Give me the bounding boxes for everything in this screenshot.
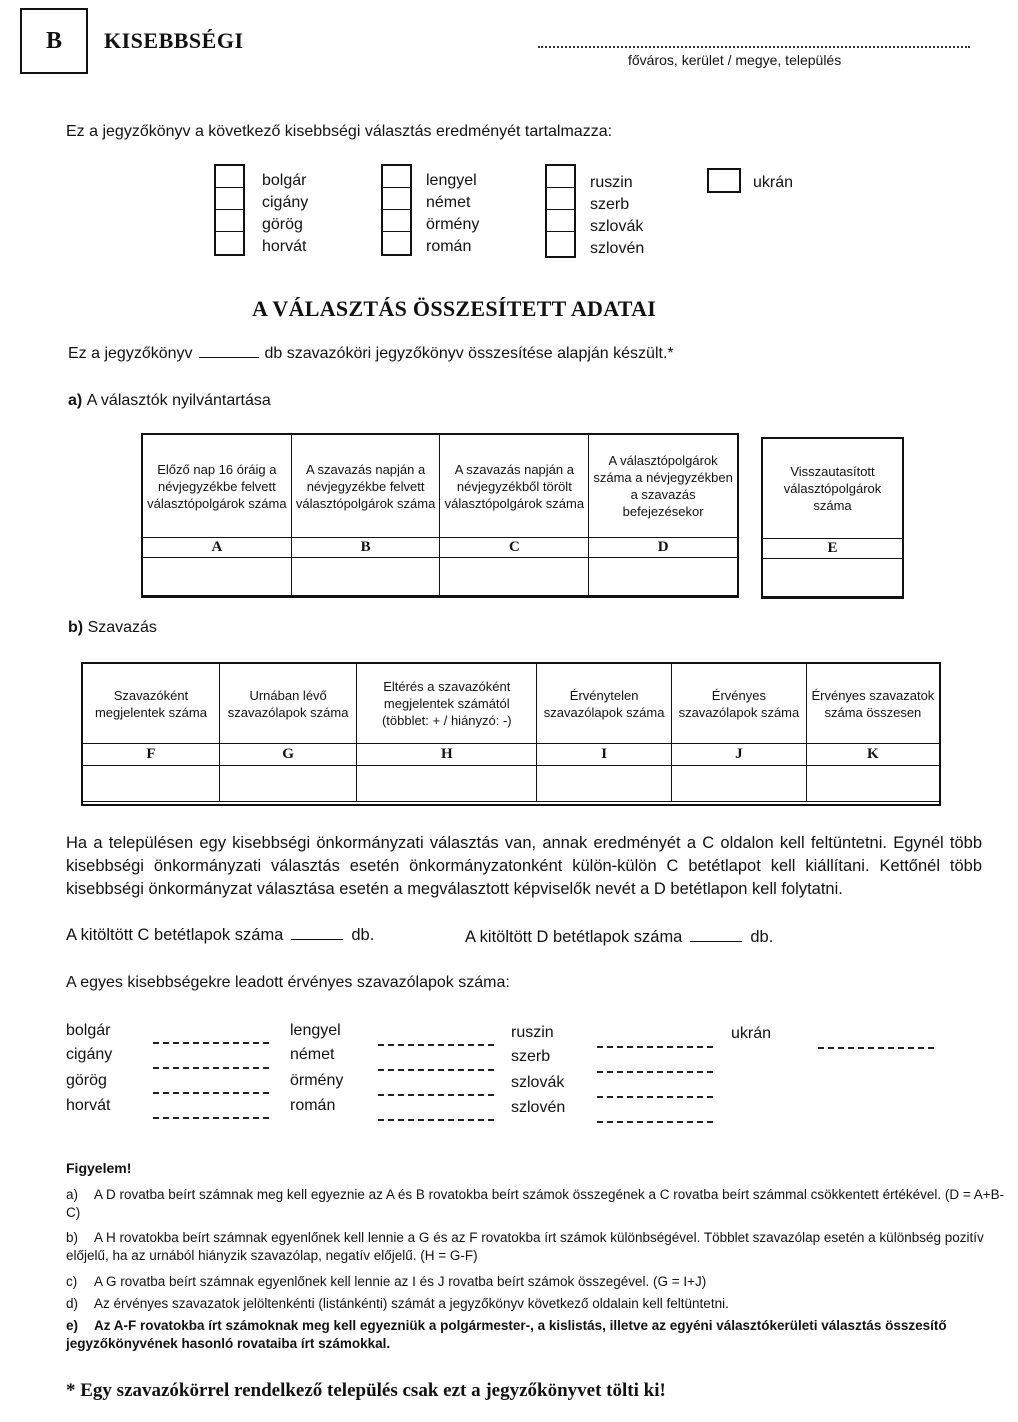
- fill-d-unit: db.: [750, 928, 774, 946]
- input-cell-g[interactable]: [219, 766, 356, 802]
- column-letter: K: [806, 744, 939, 766]
- section-a-title: A választók nyilvántartása: [86, 392, 271, 409]
- vote-input[interactable]: [378, 1118, 494, 1121]
- section-a-label: [68, 392, 271, 410]
- footer-note: * Egy szavazókörrel rendelkező település csak ezt a jegyzőkönyvet tölti ki!: [66, 1380, 666, 1401]
- count-line-before: Ez a jegyzőkönyv: [68, 345, 193, 362]
- header-cell: A szavazás napján a névjegyzékből törölt választópolgárok száma: [440, 435, 589, 538]
- vote-input[interactable]: [153, 1091, 269, 1094]
- vote-input[interactable]: [597, 1120, 713, 1123]
- input-cell-h[interactable]: [357, 766, 537, 802]
- minority-label: szlovák: [590, 218, 644, 235]
- input-cell-k[interactable]: [806, 766, 939, 802]
- input-cell-c[interactable]: [440, 558, 589, 596]
- vote-input[interactable]: [153, 1041, 269, 1044]
- section-heading: A VÁLASZTÁS ÖSSZESÍTETT ADATAI: [252, 296, 657, 321]
- checkbox-group-3[interactable]: [545, 164, 576, 258]
- minority-label: szlovén: [590, 240, 645, 257]
- note-text: Az érvényes szavazatok jelöltenkénti (listánkénti) számát a jegyzőkönyv következő oldalain kell feltüntetni.: [94, 1296, 729, 1311]
- minority-label: román: [426, 238, 472, 255]
- vote-label: örmény: [290, 1072, 344, 1089]
- vote-label: német: [290, 1046, 335, 1063]
- input-cell-a[interactable]: [143, 558, 292, 596]
- column-letter: E: [763, 539, 903, 559]
- place-input-line[interactable]: [538, 36, 970, 48]
- header-cell: Eltérés a szavazóként megjelentek számától (többlet: + / hiányzó: -): [357, 664, 537, 744]
- note-e: [66, 1317, 1006, 1353]
- minority-label: lengyel: [426, 172, 477, 189]
- column-letter: B: [291, 538, 440, 558]
- vote-label: ruszin: [511, 1024, 554, 1041]
- input-cell-j[interactable]: [672, 766, 807, 802]
- note-b: [66, 1229, 1006, 1265]
- header-cell: Urnában lévő szavazólapok száma: [219, 664, 356, 744]
- header-cell: Érvényes szavazólapok száma: [672, 664, 807, 744]
- note-key: b): [66, 1230, 79, 1245]
- form-letter: B: [45, 27, 62, 54]
- place-caption: főváros, kerület / megye, település: [628, 52, 842, 68]
- column-letter: C: [440, 538, 589, 558]
- fill-c-label: A kitöltött C betétlapok száma: [66, 926, 284, 944]
- vote-label: ukrán: [731, 1025, 772, 1042]
- column-letter: D: [589, 538, 738, 558]
- checkbox-group-2[interactable]: [381, 164, 412, 256]
- fill-c-input[interactable]: [291, 927, 343, 940]
- header-cell: Érvényes szavazatok száma összesen: [806, 664, 939, 744]
- vote-label: görög: [66, 1072, 107, 1089]
- minority-label: örmény: [426, 216, 480, 233]
- vote-label: szerb: [511, 1048, 551, 1065]
- note-key: c): [66, 1274, 78, 1289]
- column-letter: G: [219, 744, 356, 766]
- note-text: A D rovatba beírt számnak meg kell egyeznie az A és B rovatokba beírt számok összegének a C rovatba beírt számmal csökkentett értékével. (D = A+B-C): [66, 1187, 1005, 1220]
- minority-label: ukrán: [753, 174, 794, 191]
- section-b-title: Szavazás: [87, 619, 157, 636]
- vote-input[interactable]: [153, 1116, 269, 1119]
- note-text: A G rovatba beírt számnak egyenlőnek kell lennie az I és J rovatba beírt számok összegével. (G = I+J): [94, 1274, 707, 1289]
- input-cell-b[interactable]: [291, 558, 440, 596]
- header-cell: Érvénytelen szavazólapok száma: [537, 664, 672, 744]
- section-a-key: a): [68, 392, 83, 409]
- vote-label: horvát: [66, 1097, 111, 1114]
- vote-input[interactable]: [818, 1046, 934, 1049]
- note-key: a): [66, 1187, 79, 1202]
- table-a: [142, 434, 738, 596]
- note-d: [66, 1295, 1006, 1313]
- checkbox-group-1[interactable]: [214, 164, 245, 256]
- checkbox-ukran[interactable]: [707, 168, 741, 193]
- note-text: Az A-F rovatokba írt számoknak meg kell egyezniük a polgármester-, a kislistás, illetve az egyéni választókerületi választás összesítő jegyzőkönyvének hasonló rovataiba írt számokkal.: [66, 1318, 947, 1351]
- count-line-after: db szavazóköri jegyzőkönyv összesítése alapján készült.*: [264, 345, 674, 362]
- column-letter: J: [672, 744, 807, 766]
- column-letter: I: [537, 744, 672, 766]
- vote-input[interactable]: [153, 1066, 269, 1069]
- vote-input[interactable]: [597, 1045, 713, 1048]
- header-cell: Szavazóként megjelentek száma: [83, 664, 220, 744]
- vote-input[interactable]: [597, 1070, 713, 1073]
- count-line: [68, 345, 674, 363]
- section-b-label: [68, 619, 157, 637]
- fill-c-unit: db.: [351, 926, 375, 944]
- column-letter: A: [143, 538, 292, 558]
- minority-label: német: [426, 194, 471, 211]
- attention-title: Figyelem!: [66, 1160, 132, 1176]
- form-title: KISEBBSÉGI: [104, 28, 244, 53]
- minority-label: bolgár: [262, 172, 307, 189]
- minority-label: görög: [262, 216, 303, 233]
- note-c: [66, 1273, 1006, 1291]
- vote-input[interactable]: [378, 1093, 494, 1096]
- vote-label: lengyel: [290, 1022, 341, 1039]
- minority-label: ruszin: [590, 174, 633, 191]
- vote-label: román: [290, 1097, 336, 1114]
- intro-text: Ez a jegyzőkönyv a következő kisebbségi választás eredményét tartalmazza:: [66, 123, 613, 140]
- section-b-key: b): [68, 619, 84, 636]
- input-cell-e[interactable]: [763, 559, 903, 597]
- fill-line-c: [66, 926, 374, 945]
- vote-label: szlovák: [511, 1074, 565, 1091]
- vote-label: szlovén: [511, 1099, 566, 1116]
- table-b: [82, 663, 940, 802]
- table-e: [762, 438, 903, 597]
- column-letter: F: [83, 744, 220, 766]
- input-cell-i[interactable]: [537, 766, 672, 802]
- vote-label: bolgár: [66, 1022, 111, 1039]
- input-cell-d[interactable]: [589, 558, 738, 596]
- vote-label: cigány: [66, 1046, 113, 1063]
- minority-label: cigány: [262, 194, 309, 211]
- vote-input[interactable]: [378, 1043, 494, 1046]
- fill-d-label: A kitöltött D betétlapok száma: [465, 928, 683, 946]
- fill-line-d: [465, 928, 773, 947]
- fill-d-input[interactable]: [690, 929, 742, 942]
- note-key: d): [66, 1296, 79, 1311]
- header-cell: Előző nap 16 óráig a névjegyzékbe felvett választópolgárok száma: [143, 435, 292, 538]
- vote-input[interactable]: [597, 1095, 713, 1098]
- note-a: [66, 1186, 1006, 1222]
- input-cell-f[interactable]: [83, 766, 220, 802]
- note-text: A H rovatokba beírt számnak egyenlőnek kell lennie a G és az F rovatokba írt számok különbségével. Többlet szavazólap esetén a különbség pozitív előjelű, ha az urnából hiányzik szavazólap, negatív előjelű. (H = G-F): [66, 1230, 984, 1263]
- vote-input[interactable]: [378, 1068, 494, 1071]
- header-cell: A választópolgárok száma a névjegyzékben a szavazás befejezésekor: [589, 435, 738, 538]
- header-cell: A szavazás napján a névjegyzékbe felvett választópolgárok száma: [291, 435, 440, 538]
- instructions-paragraph: Ha a településen egy kisebbségi önkormányzati választás van, annak eredményét a C oldalon kell feltüntetni. Egynél több kisebbségi önkormányzati választás esetén önkormányzatonként külön-külön C betétlapot kell kiállítani. Kettőnél több kisebbségi önkormányzat választása esetén a megválasztott képviselők nevét a D betétlapon kell folytatni.: [66, 834, 982, 898]
- valid-votes-title: A egyes kisebbségekre leadott érvényes szavazólapok száma:: [66, 974, 510, 991]
- column-letter: H: [357, 744, 537, 766]
- note-key: e): [66, 1318, 79, 1333]
- minority-label: szerb: [590, 196, 630, 213]
- form-letter-box: [20, 8, 88, 74]
- count-input[interactable]: [199, 345, 259, 358]
- minority-label: horvát: [262, 238, 307, 255]
- header-cell: Visszautasított választópolgárok száma: [763, 439, 903, 539]
